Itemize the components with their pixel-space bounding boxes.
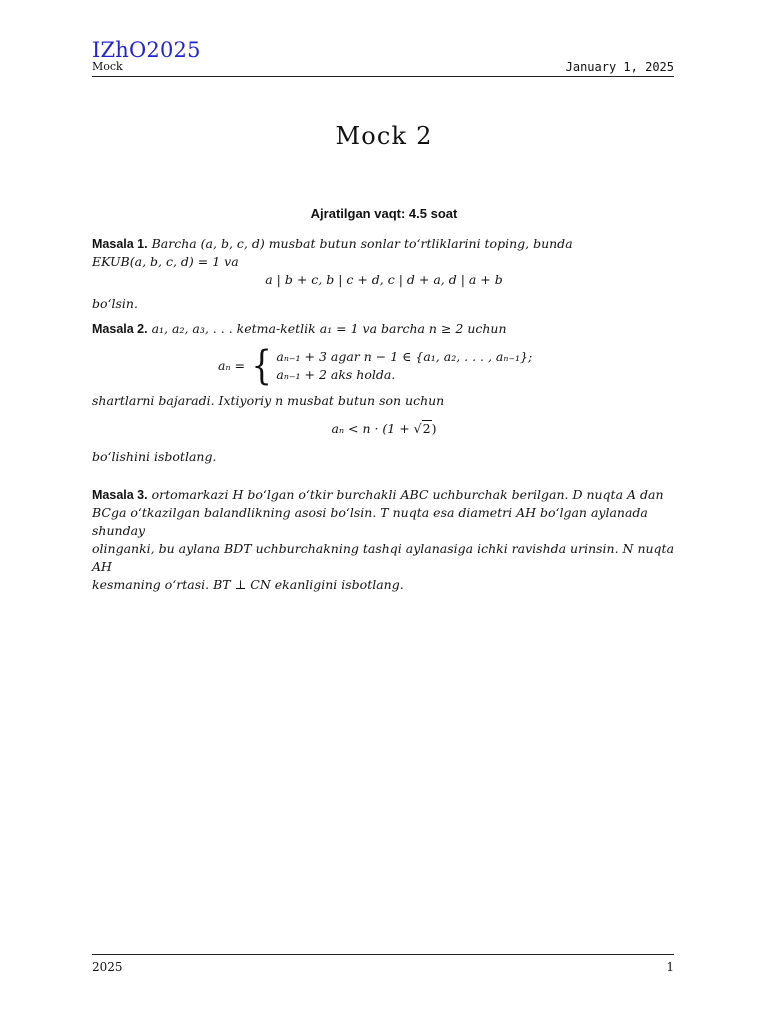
problem-2-end: bo‘lishini isbotlang. xyxy=(92,449,217,464)
problem-1-text3: bo‘lsin. xyxy=(92,296,138,311)
footer-page-number: 1 xyxy=(666,960,674,974)
header-rule xyxy=(92,76,674,77)
problem-2-case2: aₙ₋₁ + 2 aks holda. xyxy=(276,367,396,382)
time-note: Ajratilgan vaqt: 4.5 soat xyxy=(310,206,458,221)
problem-2-label: Masala 2. xyxy=(92,322,148,336)
problem-1-display: a | b + c, b | c + d, c | d + a, d | a + b xyxy=(265,272,503,287)
problem-3 xyxy=(92,486,676,594)
header-title: IZhO2025 xyxy=(92,38,201,62)
problem-2-inequality xyxy=(92,420,676,438)
inequality-right: ) xyxy=(431,421,437,436)
problem-2-case1: aₙ₋₁ + 3 agar n − 1 ∈ {a₁, a₂, . . . , aₙ₋₁}; xyxy=(276,349,533,364)
left-brace-icon: { xyxy=(251,343,272,389)
problem-2-intro: a₁, a₂, a₃, . . . ketma-ketlik a₁ = 1 va barcha n ≥ 2 uchun xyxy=(151,321,507,336)
problem-2 xyxy=(92,320,676,466)
problem-3-label: Masala 3. xyxy=(92,488,148,502)
problem-2-cases xyxy=(92,343,676,389)
problem-2-mid: shartlarni bajaradi. Ixtiyoriy n musbat butun son uchun xyxy=(92,393,445,408)
problem-1-label: Masala 1. xyxy=(92,237,148,251)
problem-3-line1: ortomarkazi H bo‘lgan o‘tkir burchakli ABC uchburchak berilgan. D nuqta A dan xyxy=(151,487,664,502)
header-date: January 1, 2025 xyxy=(565,60,674,74)
problem-3-line4: kesmaning o‘rtasi. BT ⊥ CN ekanligini isbotlang. xyxy=(92,577,404,592)
problem-3-line3: olinganki, bu aylana BDT uchburchakning tashqi aylanasiga ichki ravishda urinsin. N nuqta AH xyxy=(92,541,675,574)
problem-1-text2: EKUB(a, b, c, d) = 1 va xyxy=(92,254,239,269)
problem-1 xyxy=(92,235,676,313)
problem-3-line2: BCga o‘tkazilgan balandlikning asosi bo‘lsin. T nuqta esa diametri AH bo‘lgan aylanada shunday xyxy=(92,505,648,538)
footer-rule xyxy=(92,954,674,955)
sqrt-radicand: 2 xyxy=(422,421,431,436)
header-subtitle: Mock xyxy=(92,60,123,73)
problem-2-lhs: aₙ = xyxy=(218,358,245,373)
problem-1-text1: Barcha (a, b, c, d) musbat butun sonlar to‘rtliklarini toping, bunda xyxy=(151,236,573,251)
footer-year: 2025 xyxy=(92,960,123,974)
inequality-left: aₙ < n · (1 + √ xyxy=(331,421,422,436)
document-title: Mock 2 xyxy=(335,122,433,150)
